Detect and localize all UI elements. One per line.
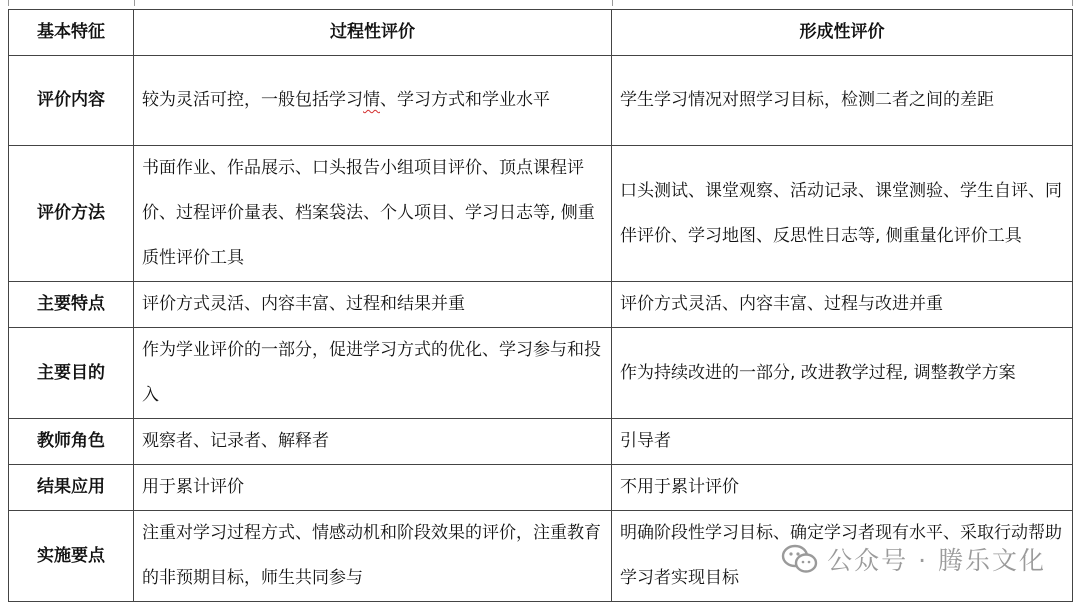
row-feature-label: 结果应用: [9, 465, 134, 511]
table-header-row: [9, 10, 1073, 56]
spellcheck-underline: 情: [363, 90, 380, 110]
row-formative-cell[interactable]: 作为持续改进的一部分, 改进教学过程, 调整教学方案: [612, 328, 1073, 419]
row-feature-label: 评价内容: [9, 56, 134, 146]
page-top-marks: [0, 0, 1080, 8]
watermark-text: 公众号 · 腾乐文化: [827, 546, 1046, 575]
margin-tick: [612, 0, 613, 6]
margin-tick: [8, 0, 9, 6]
table-row: [9, 465, 1073, 511]
table-row: [9, 328, 1073, 419]
comparison-table: [8, 9, 1073, 602]
row-formative-cell[interactable]: 不用于累计评价: [612, 465, 1073, 511]
table-row: [9, 146, 1073, 282]
row-formative-cell[interactable]: 明确阶段性学习目标、确定学习者现有水平、采取行动帮助学习者实现目标: [612, 511, 1073, 602]
row-process-cell[interactable]: 用于累计评价: [134, 465, 612, 511]
row-process-cell[interactable]: 观察者、记录者、解释者: [134, 419, 612, 465]
row-process-cell[interactable]: 书面作业、作品展示、口头报告小组项目评价、顶点课程评价、过程评价量表、档案袋法、个人项目、学习日志等, 侧重质性评价工具: [134, 146, 612, 282]
margin-tick: [134, 0, 135, 6]
row-feature-label: 主要特点: [9, 282, 134, 328]
row-feature-label: 主要目的: [9, 328, 134, 419]
table-row: [9, 56, 1073, 146]
row-formative-cell[interactable]: 学生学习情况对照学习目标，检测二者之间的差距: [612, 56, 1073, 146]
header-process-evaluation: 过程性评价: [134, 10, 612, 56]
row-process-cell[interactable]: 注重对学习过程方式、情感动机和阶段效果的评价，注重教育的非预期目标，师生共同参与: [134, 511, 612, 602]
wechat-icon: [781, 544, 819, 574]
row-process-cell[interactable]: 评价方式灵活、内容丰富、过程和结果并重: [134, 282, 612, 328]
row-process-cell[interactable]: 作为学业评价的一部分，促进学习方式的优化、学习参与和投入: [134, 328, 612, 419]
row-feature-label: 教师角色: [9, 419, 134, 465]
row-feature-label: 评价方法: [9, 146, 134, 282]
margin-tick: [1072, 0, 1073, 6]
header-feature: 基本特征: [9, 10, 134, 56]
watermark: [781, 541, 1046, 577]
header-formative-evaluation: 形成性评价: [612, 10, 1073, 56]
row-formative-cell[interactable]: 口头测试、课堂观察、活动记录、课堂测验、学生自评、同伴评价、学习地图、反思性日志等, 侧重量化评价工具: [612, 146, 1073, 282]
row-feature-label: 实施要点: [9, 511, 134, 602]
row-formative-cell[interactable]: 引导者: [612, 419, 1073, 465]
row-process-cell[interactable]: 较为灵活可控，一般包括学习情、学习方式和学业水平: [134, 56, 612, 146]
table-row: [9, 282, 1073, 328]
table-row: [9, 419, 1073, 465]
row-formative-cell[interactable]: 评价方式灵活、内容丰富、过程与改进并重: [612, 282, 1073, 328]
